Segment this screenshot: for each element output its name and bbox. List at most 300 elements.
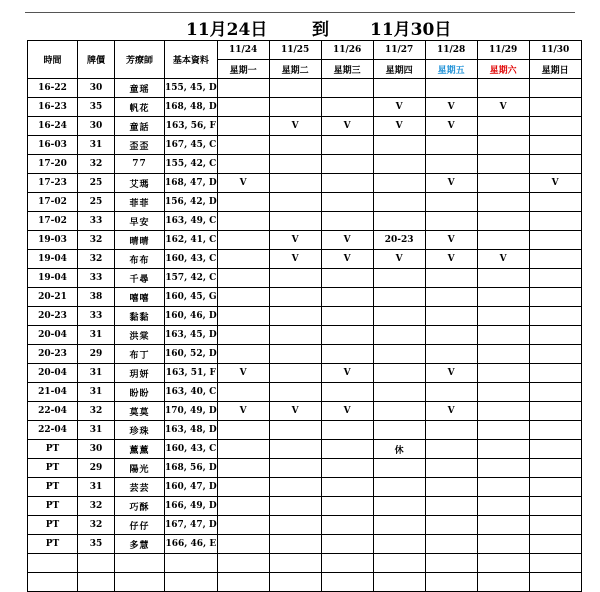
header-date: 11/26 <box>321 41 373 60</box>
cell-availability <box>269 79 321 98</box>
cell-therapist: 仔仔 <box>115 516 165 535</box>
cell-availability: V <box>425 250 477 269</box>
cell-availability <box>529 155 581 174</box>
cell-price: 25 <box>78 193 115 212</box>
empty-cell <box>165 573 218 592</box>
cell-availability <box>477 421 529 440</box>
table-row <box>28 345 582 364</box>
cell-info: 167, 45, C <box>165 136 218 155</box>
empty-cell <box>373 554 425 573</box>
header-date: 11/30 <box>529 41 581 60</box>
cell-info: 160, 46, D <box>165 307 218 326</box>
cell-therapist: 晴晴 <box>115 231 165 250</box>
cell-info: 166, 46, E <box>165 535 218 554</box>
cell-availability <box>373 155 425 174</box>
empty-cell <box>115 573 165 592</box>
cell-availability <box>321 155 373 174</box>
cell-therapist: 多慧 <box>115 535 165 554</box>
cell-availability <box>217 117 269 136</box>
cell-time: PT <box>28 459 78 478</box>
cell-price: 32 <box>78 155 115 174</box>
cell-therapist: 巧酥 <box>115 497 165 516</box>
cell-info: 163, 48, D <box>165 421 218 440</box>
cell-info: 160, 52, D <box>165 345 218 364</box>
cell-info: 155, 42, C <box>165 155 218 174</box>
table-row <box>28 117 582 136</box>
cell-availability <box>425 345 477 364</box>
cell-availability: V <box>425 231 477 250</box>
cell-price: 31 <box>78 364 115 383</box>
header-time: 時間 <box>28 41 78 79</box>
cell-availability <box>321 326 373 345</box>
cell-availability <box>321 459 373 478</box>
cell-availability <box>373 421 425 440</box>
table-row <box>28 193 582 212</box>
cell-availability <box>477 117 529 136</box>
cell-availability: V <box>477 250 529 269</box>
title-start-date: 11月24日 <box>186 20 268 40</box>
cell-availability: V <box>477 98 529 117</box>
cell-time: 19-04 <box>28 250 78 269</box>
cell-availability <box>217 326 269 345</box>
cell-time: 16-24 <box>28 117 78 136</box>
cell-availability <box>477 345 529 364</box>
empty-cell <box>269 554 321 573</box>
table-row <box>28 98 582 117</box>
cell-availability <box>269 288 321 307</box>
cell-time: 19-04 <box>28 269 78 288</box>
cell-time: 19-03 <box>28 231 78 250</box>
cell-availability: V <box>321 117 373 136</box>
cell-availability <box>529 364 581 383</box>
cell-availability: V <box>269 402 321 421</box>
cell-availability: V <box>321 364 373 383</box>
cell-price: 32 <box>78 402 115 421</box>
table-row <box>28 174 582 193</box>
cell-availability: V <box>217 364 269 383</box>
cell-availability <box>373 402 425 421</box>
cell-availability: V <box>321 231 373 250</box>
cell-availability <box>321 174 373 193</box>
cell-availability <box>217 535 269 554</box>
cell-info: 163, 49, C <box>165 212 218 231</box>
cell-info: 163, 56, F <box>165 117 218 136</box>
cell-availability: V <box>373 98 425 117</box>
cell-info: 160, 45, G <box>165 288 218 307</box>
header-date: 11/24 <box>217 41 269 60</box>
table-row <box>28 307 582 326</box>
empty-cell <box>529 554 581 573</box>
cell-price: 35 <box>78 98 115 117</box>
cell-info: 160, 47, D <box>165 478 218 497</box>
cell-time: PT <box>28 478 78 497</box>
cell-availability <box>425 516 477 535</box>
table-row <box>28 516 582 535</box>
cell-price: 31 <box>78 136 115 155</box>
empty-cell <box>115 554 165 573</box>
cell-therapist: 菲菲 <box>115 193 165 212</box>
cell-availability <box>529 231 581 250</box>
cell-availability <box>217 136 269 155</box>
empty-cell <box>165 554 218 573</box>
cell-availability <box>425 326 477 345</box>
cell-availability <box>269 326 321 345</box>
cell-info: 163, 45, D <box>165 326 218 345</box>
cell-availability <box>217 231 269 250</box>
cell-availability <box>373 136 425 155</box>
empty-row <box>28 573 582 592</box>
cell-availability <box>217 383 269 402</box>
cell-availability <box>269 478 321 497</box>
cell-availability <box>529 212 581 231</box>
cell-info: 168, 56, D <box>165 459 218 478</box>
cell-availability <box>529 79 581 98</box>
cell-time: 21-04 <box>28 383 78 402</box>
cell-availability <box>425 136 477 155</box>
cell-availability <box>373 307 425 326</box>
cell-availability <box>529 307 581 326</box>
cell-availability <box>269 136 321 155</box>
cell-availability <box>477 364 529 383</box>
cell-availability <box>425 79 477 98</box>
cell-availability <box>529 497 581 516</box>
cell-availability <box>321 516 373 535</box>
cell-availability: V <box>269 117 321 136</box>
cell-availability <box>477 326 529 345</box>
cell-therapist: 芸芸 <box>115 478 165 497</box>
cell-time: 17-23 <box>28 174 78 193</box>
cell-availability <box>269 155 321 174</box>
cell-availability <box>269 345 321 364</box>
cell-availability <box>373 288 425 307</box>
cell-availability: V <box>217 174 269 193</box>
cell-info: 156, 42, D <box>165 193 218 212</box>
cell-therapist: 艾瑪 <box>115 174 165 193</box>
cell-availability <box>217 193 269 212</box>
cell-availability <box>373 269 425 288</box>
cell-price: 32 <box>78 516 115 535</box>
cell-availability <box>529 516 581 535</box>
cell-availability <box>529 98 581 117</box>
cell-price: 31 <box>78 383 115 402</box>
table-row <box>28 478 582 497</box>
header-weekday: 星期二 <box>269 60 321 79</box>
empty-row <box>28 554 582 573</box>
cell-availability <box>373 478 425 497</box>
cell-therapist: 童瑶 <box>115 79 165 98</box>
cell-therapist: 洪棠 <box>115 326 165 345</box>
cell-time: PT <box>28 497 78 516</box>
cell-availability <box>321 478 373 497</box>
cell-info: 157, 42, C <box>165 269 218 288</box>
header-date: 11/25 <box>269 41 321 60</box>
cell-time: 22-04 <box>28 421 78 440</box>
table-row <box>28 364 582 383</box>
cell-availability <box>425 421 477 440</box>
cell-availability <box>425 307 477 326</box>
cell-availability <box>477 79 529 98</box>
cell-availability <box>373 383 425 402</box>
cell-therapist: 珍珠 <box>115 421 165 440</box>
cell-availability <box>217 288 269 307</box>
cell-availability <box>373 345 425 364</box>
cell-therapist: 布丁 <box>115 345 165 364</box>
cell-availability <box>269 193 321 212</box>
cell-availability <box>321 212 373 231</box>
cell-therapist: 莫莫 <box>115 402 165 421</box>
cell-info: 167, 47, D <box>165 516 218 535</box>
cell-availability <box>321 421 373 440</box>
header-weekday: 星期四 <box>373 60 425 79</box>
empty-cell <box>28 573 78 592</box>
table-row <box>28 383 582 402</box>
cell-availability <box>477 383 529 402</box>
empty-cell <box>217 554 269 573</box>
cell-time: 20-23 <box>28 345 78 364</box>
cell-availability <box>269 535 321 554</box>
cell-info: 155, 45, D <box>165 79 218 98</box>
cell-availability <box>269 174 321 193</box>
cell-availability: 休 <box>373 440 425 459</box>
cell-info: 163, 40, C <box>165 383 218 402</box>
cell-availability <box>321 307 373 326</box>
cell-availability <box>217 478 269 497</box>
cell-availability <box>425 383 477 402</box>
table-row <box>28 497 582 516</box>
empty-cell <box>217 573 269 592</box>
cell-availability <box>477 155 529 174</box>
cell-availability: V <box>269 231 321 250</box>
cell-availability <box>217 98 269 117</box>
cell-availability <box>529 535 581 554</box>
cell-info: 160, 43, C <box>165 250 218 269</box>
cell-time: 17-20 <box>28 155 78 174</box>
table-row <box>28 288 582 307</box>
empty-cell <box>477 573 529 592</box>
cell-availability <box>529 326 581 345</box>
cell-availability <box>373 497 425 516</box>
cell-availability <box>529 193 581 212</box>
cell-price: 33 <box>78 307 115 326</box>
cell-availability: 20-23 <box>373 231 425 250</box>
cell-price: 31 <box>78 478 115 497</box>
cell-availability <box>321 345 373 364</box>
cell-availability <box>217 497 269 516</box>
header-weekday: 星期三 <box>321 60 373 79</box>
cell-availability <box>217 212 269 231</box>
cell-availability <box>477 174 529 193</box>
table-row <box>28 440 582 459</box>
cell-availability <box>425 193 477 212</box>
cell-availability <box>477 212 529 231</box>
cell-availability: V <box>269 250 321 269</box>
cell-therapist: 千尋 <box>115 269 165 288</box>
cell-availability: V <box>373 250 425 269</box>
cell-availability <box>269 497 321 516</box>
cell-time: 16-22 <box>28 79 78 98</box>
title-end-date: 11月30日 <box>370 20 452 40</box>
cell-price: 30 <box>78 117 115 136</box>
header-weekday: 星期六 <box>477 60 529 79</box>
cell-availability <box>529 421 581 440</box>
cell-availability <box>529 269 581 288</box>
cell-price: 35 <box>78 535 115 554</box>
top-rule <box>25 12 575 13</box>
table-row <box>28 269 582 288</box>
cell-info: 166, 49, D <box>165 497 218 516</box>
table-row <box>28 421 582 440</box>
cell-availability <box>425 535 477 554</box>
cell-availability: V <box>425 364 477 383</box>
cell-availability <box>477 288 529 307</box>
cell-therapist: 玥妍 <box>115 364 165 383</box>
table-row <box>28 250 582 269</box>
empty-cell <box>425 554 477 573</box>
cell-availability <box>373 79 425 98</box>
cell-availability <box>269 212 321 231</box>
header-weekday: 星期五 <box>425 60 477 79</box>
cell-info: 168, 48, D <box>165 98 218 117</box>
cell-availability <box>217 516 269 535</box>
empty-cell <box>425 573 477 592</box>
header-date: 11/28 <box>425 41 477 60</box>
cell-availability <box>269 383 321 402</box>
cell-availability <box>477 535 529 554</box>
cell-availability: V <box>321 402 373 421</box>
cell-availability <box>425 478 477 497</box>
cell-therapist: 嘻嘻 <box>115 288 165 307</box>
cell-availability <box>425 212 477 231</box>
cell-availability <box>269 269 321 288</box>
cell-availability <box>477 193 529 212</box>
cell-availability <box>321 98 373 117</box>
cell-therapist: 盼盼 <box>115 383 165 402</box>
cell-availability <box>321 440 373 459</box>
cell-availability <box>529 288 581 307</box>
cell-price: 29 <box>78 345 115 364</box>
cell-price: 32 <box>78 250 115 269</box>
cell-availability <box>269 440 321 459</box>
cell-time: 17-02 <box>28 212 78 231</box>
cell-time: 16-03 <box>28 136 78 155</box>
cell-availability <box>217 459 269 478</box>
cell-availability <box>217 250 269 269</box>
cell-therapist: 77 <box>115 155 165 174</box>
cell-therapist: 陽光 <box>115 459 165 478</box>
cell-availability <box>217 421 269 440</box>
cell-time: 20-04 <box>28 364 78 383</box>
empty-cell <box>529 573 581 592</box>
cell-time: 22-04 <box>28 402 78 421</box>
empty-cell <box>78 573 115 592</box>
table-row <box>28 155 582 174</box>
cell-availability <box>269 364 321 383</box>
cell-availability <box>373 174 425 193</box>
cell-availability: V <box>373 117 425 136</box>
cell-info: 162, 41, C <box>165 231 218 250</box>
table-row <box>28 136 582 155</box>
table-row <box>28 326 582 345</box>
schedule-table <box>27 40 582 592</box>
cell-availability <box>529 478 581 497</box>
cell-availability <box>529 136 581 155</box>
table-row <box>28 402 582 421</box>
cell-availability <box>321 288 373 307</box>
cell-availability <box>217 269 269 288</box>
empty-cell <box>321 554 373 573</box>
cell-price: 33 <box>78 212 115 231</box>
cell-availability <box>477 269 529 288</box>
title-separator: 到 <box>312 20 329 40</box>
cell-availability <box>373 535 425 554</box>
cell-availability <box>321 269 373 288</box>
cell-availability <box>217 345 269 364</box>
cell-price: 30 <box>78 79 115 98</box>
cell-availability: V <box>529 174 581 193</box>
schedule-title <box>0 15 600 40</box>
cell-availability: V <box>321 250 373 269</box>
cell-availability <box>373 212 425 231</box>
cell-price: 31 <box>78 421 115 440</box>
cell-info: 160, 43, C <box>165 440 218 459</box>
cell-availability <box>269 307 321 326</box>
cell-availability <box>477 402 529 421</box>
cell-therapist: 布布 <box>115 250 165 269</box>
cell-availability <box>217 155 269 174</box>
cell-availability <box>373 193 425 212</box>
cell-time: 17-02 <box>28 193 78 212</box>
cell-price: 38 <box>78 288 115 307</box>
cell-availability <box>321 79 373 98</box>
cell-price: 30 <box>78 440 115 459</box>
cell-price: 31 <box>78 326 115 345</box>
empty-cell <box>78 554 115 573</box>
cell-availability <box>425 269 477 288</box>
cell-availability <box>373 364 425 383</box>
empty-cell <box>269 573 321 592</box>
cell-availability <box>477 440 529 459</box>
cell-availability <box>477 307 529 326</box>
header-price: 牌價 <box>78 41 115 79</box>
header-weekday: 星期一 <box>217 60 269 79</box>
table-row <box>28 231 582 250</box>
cell-availability <box>529 383 581 402</box>
header-date: 11/27 <box>373 41 425 60</box>
cell-availability <box>529 117 581 136</box>
cell-availability <box>477 478 529 497</box>
empty-cell <box>373 573 425 592</box>
header-date: 11/29 <box>477 41 529 60</box>
cell-availability <box>477 516 529 535</box>
cell-availability <box>477 231 529 250</box>
cell-therapist: 帆花 <box>115 98 165 117</box>
cell-availability <box>321 193 373 212</box>
cell-availability <box>321 136 373 155</box>
cell-availability: V <box>425 117 477 136</box>
cell-therapist: 歪歪 <box>115 136 165 155</box>
cell-availability <box>269 459 321 478</box>
cell-time: PT <box>28 440 78 459</box>
cell-info: 170, 49, D <box>165 402 218 421</box>
cell-info: 168, 47, D <box>165 174 218 193</box>
cell-availability <box>425 497 477 516</box>
cell-info: 163, 51, F <box>165 364 218 383</box>
cell-availability <box>373 516 425 535</box>
cell-therapist: 童話 <box>115 117 165 136</box>
cell-availability <box>217 440 269 459</box>
cell-price: 33 <box>78 269 115 288</box>
cell-therapist: 黏黏 <box>115 307 165 326</box>
